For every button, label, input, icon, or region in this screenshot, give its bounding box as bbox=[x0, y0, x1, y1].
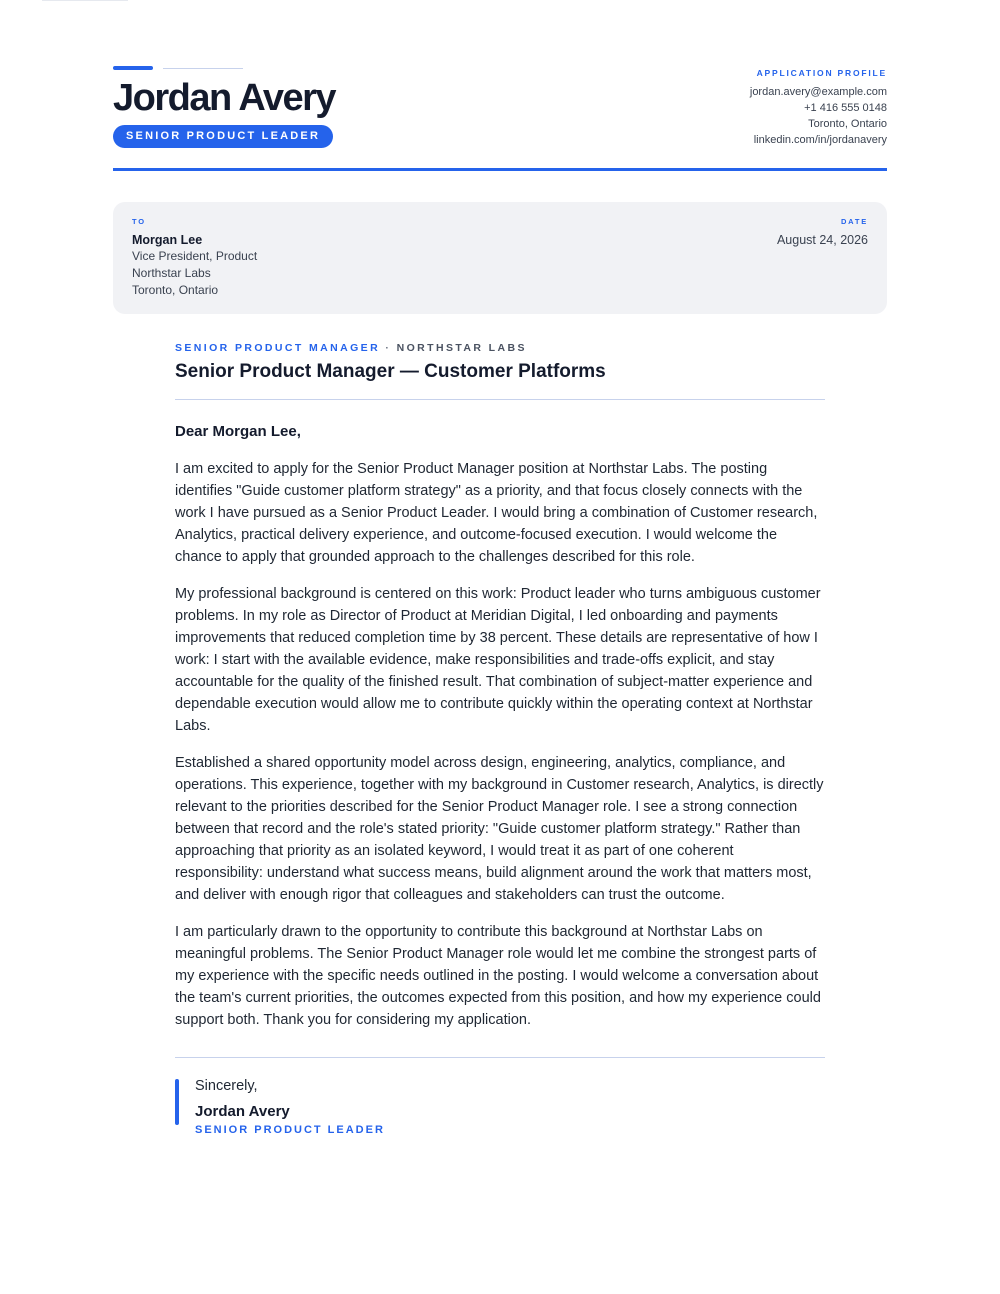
paragraph-closing: I am particularly drawn to the opportunity to contribute this background at Northstar Labs on meaningful problems. The Senior Product Manager role would let me combine the strongest parts of my experience with the specific needs outlined in the posting. I would welcome a conversation about the team's current priorities, the outcomes expected from this position, and how my experience could support both. Thank you for considering my application. bbox=[175, 924, 821, 1028]
signature-title: SENIOR PRODUCT LEADER bbox=[195, 1124, 385, 1136]
date-label: DATE bbox=[840, 217, 868, 226]
recipient-role: Vice President, Product bbox=[132, 249, 258, 263]
linkedin-link[interactable]: linkedin.com/in/jordanavery bbox=[753, 134, 887, 146]
letter-body bbox=[175, 341, 825, 1137]
role-line bbox=[175, 341, 825, 355]
header-rule bbox=[113, 168, 887, 171]
company-label: NORTHSTAR LABS bbox=[396, 342, 527, 354]
contact-block bbox=[750, 68, 887, 148]
recipient-card bbox=[113, 202, 887, 314]
accent-line-thin bbox=[163, 68, 243, 69]
letter-title: Senior Product Manager — Customer Platforms bbox=[175, 361, 606, 382]
to-label: TO bbox=[132, 217, 146, 226]
phone-number: +1 416 555 0148 bbox=[804, 102, 887, 114]
title-divider bbox=[175, 399, 825, 400]
signature-name: Jordan Avery bbox=[195, 1103, 290, 1120]
letter-date: August 24, 2026 bbox=[776, 233, 868, 247]
recipient-name: Morgan Lee bbox=[132, 233, 203, 247]
recipient-location: Toronto, Ontario bbox=[132, 283, 219, 297]
position-label: SENIOR PRODUCT MANAGER bbox=[175, 342, 381, 354]
title-badge: SENIOR PRODUCT LEADER bbox=[113, 125, 333, 148]
paragraph-experience: Established a shared opportunity model across design, engineering, analytics, compliance, and operations. This experience, together with my background in Customer research, Analytics, is directly relevant to the priorities described for the Senior Product Manager role. I see a strong connection between that record and the role's stated priority: "Guide customer platform strategy." Rather than approaching that priority as an isolated keyword, I would treat it as part of one coherent responsibility: understand what success means, build alignment around the work that matters most, and deliver with enough rigor that colleagues and stakeholders can trust the outcome. bbox=[175, 755, 824, 903]
recipient-company: Northstar Labs bbox=[132, 266, 211, 280]
top-divider bbox=[42, 0, 128, 1]
email-link[interactable]: jordan.avery@example.com bbox=[749, 86, 887, 98]
applicant-name: Jordan Avery bbox=[113, 77, 336, 119]
closing-divider bbox=[175, 1057, 825, 1058]
accent-line bbox=[113, 66, 153, 70]
signature-block bbox=[175, 1077, 825, 1137]
paragraph-intro: I am excited to apply for the Senior Product Manager position at Northstar Labs. The posting identifies "Guide customer platform strategy" as a priority, and that focus closely connects with the work I have pursued as a Senior Product Leader. I would bring a combination of Customer research, Analytics, practical delivery experience, and outcome-focused execution. I would welcome the chance to apply that grounded approach to the challenges described for this role. bbox=[175, 461, 818, 565]
valediction: Sincerely, bbox=[195, 1078, 258, 1094]
recipient-block bbox=[132, 217, 257, 299]
date-block bbox=[777, 217, 868, 248]
signature-accent-bar bbox=[175, 1079, 179, 1125]
separator: · bbox=[385, 342, 392, 354]
location: Toronto, Ontario bbox=[808, 118, 887, 130]
letterhead bbox=[113, 66, 887, 172]
salutation: Dear Morgan Lee, bbox=[175, 423, 301, 440]
profile-label: APPLICATION PROFILE bbox=[756, 68, 887, 78]
paragraph-background: My professional background is centered on this work: Product leader who turns ambiguous customer problems. In my role as Director of Product at Meridian Digital, I led onboarding and payments improvements that reduced completion time by 38 percent. These details are representative of how I work: I start with the available evidence, make responsibilities and trade-offs explicit, and stay accountable for the quality of the finished result. That combination of subject-matter experience and dependable execution would allow me to contribute quickly within the operating context at Northstar Labs. bbox=[175, 586, 821, 734]
